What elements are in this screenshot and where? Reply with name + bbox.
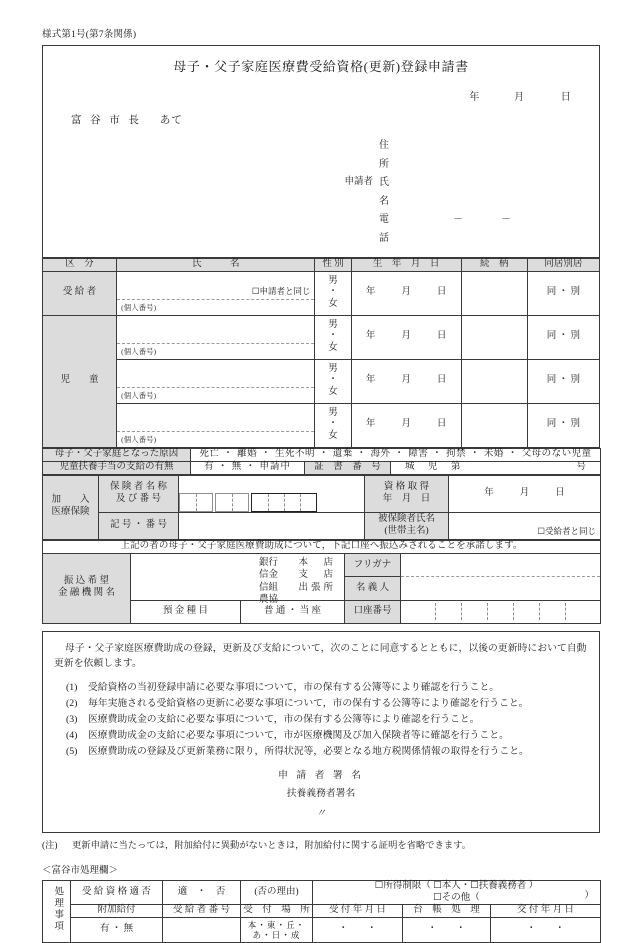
- cause-opt-0[interactable]: 死亡: [199, 448, 220, 459]
- transfer-consent-text: 上記の者の母子・父子家庭医療費助成について，下記口座へ振込みされることを承諾します。: [43, 540, 601, 553]
- relation-cell[interactable]: [461, 315, 527, 359]
- table-row: [43, 271, 600, 315]
- sex-options[interactable]: [315, 403, 351, 447]
- dob-month-label: 月: [401, 287, 411, 298]
- holder-write-line[interactable]: [401, 577, 600, 600]
- allowance-options[interactable]: 有 ・ 無 ・ 申請中: [191, 461, 305, 474]
- insurance-label-line1: 加 入: [51, 495, 90, 506]
- insurer-label-line1: 保 険 者 名 称: [109, 481, 167, 492]
- agreement-item-number: (1): [66, 682, 78, 694]
- processing-header-row: [43, 905, 601, 918]
- col-header-ledger: 台 帳 処 理: [403, 905, 491, 918]
- col-header-category: 区 分: [43, 259, 117, 272]
- title-area: [43, 46, 599, 75]
- cause-opt-6[interactable]: 拘禁: [446, 448, 467, 459]
- tel-dash-2: －: [501, 214, 511, 225]
- sex-female[interactable]: 女: [328, 387, 338, 398]
- acct-cell[interactable]: [565, 603, 591, 620]
- sex-separator: ・: [328, 287, 338, 298]
- agreement-item-text: 医療費助成の登録及び更新業務に限り，所得状況等，必要となる地方税関係情報の取得を行うこと。: [88, 745, 529, 757]
- list-item: [54, 744, 588, 760]
- applicant-address-label: 住 所: [379, 140, 411, 170]
- reason-income-label: 所得制限（: [383, 880, 431, 891]
- insurance-label: [43, 475, 99, 539]
- sex-separator: ・: [328, 375, 338, 386]
- acquire-year-label: 年: [484, 487, 494, 498]
- allowance-opt-1[interactable]: 無: [231, 461, 243, 472]
- acct-cell[interactable]: [409, 603, 435, 620]
- recipient-name-cell[interactable]: [117, 271, 315, 315]
- eligibility-row: [43, 880, 601, 905]
- sex-separator: ・: [328, 419, 338, 430]
- eligibility-options[interactable]: 適 ・ 否: [163, 880, 241, 905]
- insurer-label-line2: 及 び 番 号: [115, 493, 162, 504]
- symbol-number-cell[interactable]: [179, 512, 365, 539]
- bank-branch-options[interactable]: [298, 557, 336, 595]
- applicant-block: [43, 137, 599, 257]
- cause-opt-2[interactable]: 生死不明: [274, 448, 315, 459]
- same-as-applicant-label: 申請者と同じ: [259, 286, 311, 297]
- agreement-box: [42, 631, 600, 833]
- issue-date-cell[interactable]: ・ ・: [491, 918, 601, 943]
- header-box: [42, 45, 600, 258]
- agreement-item-text: 毎年実施される受給資格の更新に必要な事項について，市の保有する公簿等により確認を行うこと。: [88, 698, 529, 710]
- page-title: 母子・父子家庭医療費受給資格(更新)登録申請書: [173, 59, 469, 74]
- dob-year-label: 年: [365, 287, 376, 298]
- numcell[interactable]: [252, 494, 268, 511]
- insurer-name-label: [99, 475, 179, 512]
- allowance-label: 児童扶養手当の支給の有無: [43, 461, 191, 474]
- cause-allowance-table: [42, 448, 601, 475]
- table-row: [43, 359, 600, 403]
- mynumber-label: (個人番号): [121, 434, 157, 444]
- dob-year-label: 年: [365, 375, 376, 386]
- sex-options[interactable]: [315, 271, 351, 315]
- col-header-sex: 性 別: [315, 259, 351, 272]
- sex-female[interactable]: 女: [328, 299, 338, 310]
- col-header-dob: 生 年 月 日: [351, 259, 461, 272]
- insured-name-label: [365, 512, 449, 539]
- processing-heading: ＜富谷市処理欄＞: [42, 865, 119, 876]
- sex-separator: ・: [328, 331, 338, 342]
- list-item: [54, 728, 588, 744]
- reception-date-cell[interactable]: ・ ・: [313, 918, 403, 943]
- cause-opt-8[interactable]: 父母のない児童: [521, 448, 592, 459]
- bank-label-line2: 金 融 機 関 名: [57, 588, 115, 598]
- agreement-item-text: 医療費助成金の支給に必要な事項について，市が医療機関及び加入保険者等に確認を行うこと。: [88, 729, 509, 741]
- sex-options[interactable]: [315, 315, 351, 359]
- note-text: 更新申請に当たっては，附加給付に異動がないときは，附加給付に関する証明を省略できます。: [72, 840, 472, 851]
- acquire-day-label: 日: [555, 487, 565, 498]
- deposit-type-options[interactable]: 普 通 ・ 当 座: [241, 600, 345, 623]
- account-number-boxes[interactable]: [401, 601, 600, 623]
- same-as-applicant-checkbox[interactable]: ☐申請者と同じ: [251, 286, 311, 297]
- applicant-signature-label[interactable]: 申 請 者 署 名: [278, 769, 364, 781]
- bank-name-input-area[interactable]: [131, 554, 344, 606]
- ledger-cell[interactable]: ・ ・: [403, 918, 491, 943]
- dob-month-label: 月: [401, 331, 411, 342]
- insured-label-line2: (世帯主名): [384, 525, 429, 536]
- dob-day-label: 日: [436, 375, 447, 386]
- dob-year-label: 年: [365, 331, 376, 342]
- date-year-label: 年: [469, 92, 480, 103]
- furigana-label: フリガナ: [345, 554, 400, 577]
- cause-opt-7[interactable]: 未婚: [483, 448, 504, 459]
- applicant-tel-label: 電 話: [379, 214, 411, 244]
- date-month-label: 月: [514, 92, 525, 103]
- insurer-number-boxes[interactable]: [179, 493, 364, 512]
- list-item: [54, 696, 588, 712]
- form-code: 様式第1号(第7条関係): [42, 30, 137, 40]
- acquire-month-label: 月: [519, 487, 530, 498]
- col-header-reception-place: 受 付 場 所: [241, 905, 313, 918]
- furigana-holder-labels: [345, 553, 401, 600]
- insurance-table: [42, 475, 601, 540]
- sex-male[interactable]: 男: [328, 363, 338, 374]
- acct-cell[interactable]: [539, 603, 565, 620]
- person-table-header-row: [43, 259, 600, 272]
- col-header-cohabit: 同居別居: [527, 259, 599, 272]
- child-name-cell[interactable]: [117, 359, 315, 403]
- sex-female[interactable]: 女: [328, 343, 338, 354]
- row-label-child: 児 童: [43, 315, 117, 447]
- applicant-tel-row: [43, 211, 599, 248]
- agreement-item-number: (5): [66, 745, 78, 757]
- certificate-suffix: 号: [576, 461, 587, 472]
- insured-same-label: 受給者と同じ: [544, 526, 596, 536]
- symbol-row: [43, 512, 601, 539]
- holder-name-cell[interactable]: [401, 553, 601, 600]
- insurer-number-cell[interactable]: [179, 475, 365, 512]
- acct-cell[interactable]: [513, 603, 539, 620]
- dob-cell[interactable]: [351, 271, 461, 315]
- sex-male[interactable]: 男: [328, 275, 338, 286]
- fuka-options[interactable]: 有 ・ 無: [71, 918, 163, 943]
- cohabit-cell[interactable]: 同 ・ 別: [527, 403, 599, 447]
- cause-opt-5[interactable]: 障害: [408, 448, 429, 459]
- child-name-cell[interactable]: [117, 403, 315, 447]
- mynumber-label: (個人番号): [121, 302, 157, 312]
- person-table: [42, 258, 600, 448]
- col-header-relation: 続 柄: [461, 259, 527, 272]
- tel-dash-1: －: [453, 214, 463, 225]
- bank-type-0[interactable]: 銀行: [259, 557, 279, 568]
- bank-label-line1: 振 込 希 望: [63, 576, 110, 587]
- col-header-name: 氏 名: [117, 259, 315, 272]
- insurer-row: [43, 475, 601, 512]
- bank-branch-2[interactable]: 出張所: [298, 582, 336, 593]
- name-write-line[interactable]: [117, 404, 314, 432]
- furigana-write-line[interactable]: [401, 554, 600, 577]
- sex-female[interactable]: 女: [328, 431, 338, 442]
- reason-close-paren: ）: [584, 890, 594, 901]
- agreement-item-text: 受給資格の当初登録申請に必要な事項について，市の保有する公簿等により確認を行うこと。: [88, 682, 500, 694]
- numcell[interactable]: [268, 494, 284, 511]
- processing-value-row: [43, 918, 601, 943]
- list-item: [54, 712, 588, 728]
- numcell[interactable]: [284, 494, 300, 511]
- name-input-area[interactable]: [117, 360, 314, 403]
- numcell[interactable]: [216, 494, 232, 511]
- dob-day-label: 日: [436, 287, 447, 298]
- sex-male[interactable]: 男: [328, 407, 338, 418]
- relation-cell[interactable]: [461, 359, 527, 403]
- insurer-name-write-area[interactable]: [179, 476, 364, 493]
- relation-cell[interactable]: [461, 403, 527, 447]
- name-write-line[interactable]: [117, 316, 314, 344]
- name-input-area[interactable]: [117, 272, 314, 315]
- certificate-prefix: 城 児 第: [405, 461, 463, 472]
- supporter-signature-label[interactable]: 扶養義務者署名: [286, 788, 356, 800]
- reason-other-label: その他（: [441, 892, 480, 903]
- bank-branch-1[interactable]: 支 店: [298, 570, 336, 581]
- dob-cell[interactable]: [351, 315, 461, 359]
- cause-row: [43, 448, 601, 461]
- reason-label: (否の理由): [241, 880, 313, 905]
- date-line: [43, 88, 599, 103]
- transfer-consent-row: [43, 540, 601, 553]
- dob-day-label: 日: [436, 419, 447, 430]
- bank-name-cell[interactable]: [131, 553, 345, 606]
- processing-side-label: [43, 880, 71, 943]
- bank-type-options[interactable]: [259, 557, 278, 607]
- bank-table: [42, 540, 601, 624]
- applicant-label: 申請者: [344, 177, 373, 187]
- cause-opt-4[interactable]: 海外: [370, 448, 391, 459]
- name-write-line[interactable]: [117, 360, 314, 388]
- recipient-number-cell[interactable]: [163, 918, 241, 943]
- mynumber-label: (個人番号): [121, 390, 157, 400]
- dob-month-label: 月: [401, 375, 411, 386]
- mynumber-label: (個人番号): [121, 346, 157, 356]
- cohabit-cell[interactable]: 同 ・ 別: [527, 315, 599, 359]
- reason-line-2[interactable]: ☐その他（ ）: [433, 890, 594, 903]
- applicant-spacer-1: [333, 137, 373, 174]
- dob-cell[interactable]: [351, 403, 461, 447]
- cohabit-cell[interactable]: 同 ・ 別: [527, 359, 599, 403]
- allowance-opt-0[interactable]: 有: [203, 461, 215, 472]
- sex-options[interactable]: [315, 359, 351, 403]
- reason-options[interactable]: [313, 880, 601, 905]
- account-number-cell[interactable]: [401, 600, 601, 623]
- table-row: [43, 403, 600, 447]
- name-write-line[interactable]: [117, 272, 314, 300]
- account-number-label: 口座番号: [345, 600, 401, 623]
- agreement-list: [54, 680, 588, 759]
- note-tag: (注): [42, 840, 58, 851]
- allowance-opt-2[interactable]: 申請中: [259, 461, 292, 472]
- reason-supporter-label: 扶養義務者 ）: [478, 880, 539, 891]
- table-row: [43, 315, 600, 359]
- holder-label: 名 義 人: [355, 582, 390, 593]
- name-input-area[interactable]: [117, 404, 314, 447]
- relation-cell[interactable]: [461, 271, 527, 315]
- applicant-name-label: 氏 名: [379, 177, 411, 207]
- cohabit-cell[interactable]: 同 ・ 別: [527, 271, 599, 315]
- insurer-number-group-1[interactable]: [179, 493, 213, 512]
- reason-self-label: 本人・: [441, 880, 471, 891]
- name-input-area[interactable]: [117, 316, 314, 359]
- bank-type-1[interactable]: 信金: [259, 570, 279, 581]
- col-header-recipient-number: 受 給 者 番 号: [163, 905, 241, 918]
- reason-line-1[interactable]: ☐所得制限（ ☐本人・☐扶養義務者 ）: [374, 880, 539, 891]
- bank-type-2[interactable]: 信組: [259, 582, 279, 593]
- dob-day-label: 日: [436, 331, 447, 342]
- acct-cell[interactable]: [435, 603, 461, 620]
- addressee-line: [43, 112, 599, 127]
- deposit-type-label: 預 金 種 目: [131, 600, 241, 623]
- agreement-item-number: (4): [66, 729, 78, 741]
- agreement-item-text: 医療費助成金の支給に必要な事項について，市の保有する公簿等により確認を行うこと。: [88, 713, 480, 725]
- insurance-label-line2: 医療保険: [51, 507, 90, 518]
- note-line: [42, 837, 600, 851]
- list-item: [54, 680, 588, 696]
- holder-input-area[interactable]: [401, 554, 600, 600]
- acquire-label-line1: 資 格 取 得: [383, 481, 430, 492]
- numcell[interactable]: [300, 494, 316, 511]
- insured-same-as-recipient-checkbox[interactable]: ☐受給者と同じ: [537, 526, 596, 536]
- numcell[interactable]: [180, 494, 196, 511]
- reception-place-options[interactable]: 本・東・丘・あ・日・成: [241, 918, 313, 943]
- bank-branch-0[interactable]: 本 店: [298, 557, 336, 568]
- acct-cell[interactable]: [461, 603, 487, 620]
- processing-side-label-text: 処理事項: [52, 886, 63, 933]
- allowance-row: [43, 461, 601, 474]
- sex-male[interactable]: 男: [328, 319, 338, 330]
- eligibility-label: 受 給 資 格 適 否: [71, 880, 163, 905]
- agreement-item-number: (2): [66, 698, 78, 710]
- acquire-date-label: [365, 475, 449, 512]
- agreement-item-number: (3): [66, 713, 78, 725]
- insurer-number-group-2[interactable]: [215, 493, 249, 512]
- mayor-ate: あて: [159, 115, 183, 126]
- insured-name-cell[interactable]: [449, 512, 601, 539]
- dob-month-label: 月: [401, 419, 411, 430]
- acquire-label-line2: 年 月 日: [382, 493, 431, 504]
- symbol-number-label: 記 号 ・ 番 号: [99, 512, 179, 539]
- col-header-fuka: 附加給付: [71, 905, 163, 918]
- applicant-address-row: [43, 137, 599, 174]
- row-label-recipient: 受 給 者: [43, 271, 117, 315]
- bank-label: [43, 553, 131, 623]
- col-header-issue-date: 交 付 年 月 日: [491, 905, 601, 918]
- date-day-label: 日: [560, 92, 571, 103]
- dob-year-label: 年: [365, 419, 376, 430]
- acct-cell[interactable]: [487, 603, 513, 620]
- numcell[interactable]: [196, 494, 212, 511]
- insured-label-line1: 被保険者氏名: [377, 513, 435, 524]
- signature-area: [54, 767, 588, 823]
- cause-options[interactable]: 死亡 ・ 離婚 ・ 生死不明 ・ 遺棄 ・ 海外 ・ 障害 ・ 拘禁 ・ 未婚 ・ 父母のない児童: [191, 448, 601, 461]
- applicant-name-row: [43, 174, 599, 211]
- insurer-number-group-3[interactable]: [251, 493, 317, 512]
- dob-cell[interactable]: [351, 359, 461, 403]
- certificate-label: 証 書 番 号: [305, 461, 391, 474]
- numcell[interactable]: [232, 494, 248, 511]
- applicant-spacer-2: [333, 211, 373, 248]
- bank-type-3[interactable]: 農協: [259, 595, 279, 606]
- acquire-date-cell[interactable]: [449, 475, 601, 512]
- bank-name-row: [43, 553, 601, 600]
- mayor-name: 富 谷 市 長: [71, 115, 142, 126]
- child-name-cell[interactable]: [117, 315, 315, 359]
- col-header-reception-date: 受 付 年 月 日: [313, 905, 403, 918]
- cause-label: 母子・父子家庭となった原因: [43, 448, 191, 461]
- agreement-lead-text: 母子・父子家庭医療費助成の登録，更新及び支給について，次のことに同意するとともに，以後の更新時において自動更新を依頼します。: [54, 642, 587, 670]
- ditto-mark[interactable]: 〃: [316, 807, 326, 819]
- processing-table: [42, 880, 601, 943]
- cause-opt-1[interactable]: 離婚: [237, 448, 258, 459]
- cause-opt-3[interactable]: 遺棄: [332, 448, 353, 459]
- certificate-number-cell[interactable]: [391, 461, 601, 474]
